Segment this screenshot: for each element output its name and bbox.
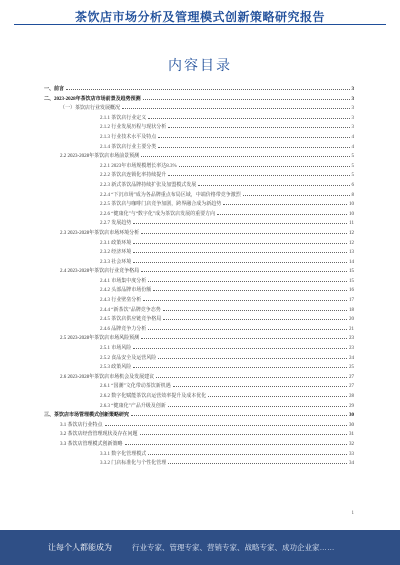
toc-entry[interactable]	[44, 267, 354, 277]
toc-entry-page: 4	[351, 134, 354, 140]
toc-entry-page: 11	[349, 221, 354, 227]
toc-entry-title: 2.2.6 “健康化”与“数字化”成为茶饮店发展的重要方向	[100, 211, 216, 217]
toc-entry-page: 4	[351, 144, 354, 150]
toc-leader-dots	[143, 296, 347, 301]
toc-entry-title: 2.5.1 市场风险	[100, 346, 132, 352]
toc-entry[interactable]	[44, 440, 354, 450]
toc-entry-page: 5	[351, 154, 354, 160]
toc-entry-title: 2.3.2 经济环境	[100, 250, 132, 256]
report-title: 茶饮店市场分析及管理模式创新策略研究报告	[74, 10, 325, 24]
toc-entry-title: 3.2 茶饮店经营管理现状及存在问题	[60, 432, 138, 438]
toc-entry[interactable]	[44, 296, 354, 306]
toc-leader-dots	[163, 315, 347, 320]
toc-leader-dots	[208, 392, 347, 397]
toc-leader-dots	[179, 162, 350, 167]
toc-entry-page: 33	[349, 451, 354, 457]
toc-leader-dots	[173, 382, 347, 387]
toc-leader-dots	[148, 325, 347, 330]
toc-entry[interactable]	[44, 306, 354, 316]
toc-entry-title: 2.1.4 茶饮店行业主要分类	[100, 144, 157, 150]
toc-leader-dots	[133, 219, 347, 224]
toc-entry-page: 6	[351, 182, 354, 188]
toc-entry[interactable]	[44, 171, 354, 181]
toc-entry[interactable]	[44, 162, 354, 172]
toc-leader-dots	[122, 104, 349, 109]
toc-leader-dots	[198, 181, 349, 186]
toc-entry-title: 2.6.3 “健康化”产品升级及创新	[100, 403, 166, 409]
toc-entry-title: 2.1.1 茶饮店行业定义	[100, 115, 147, 121]
toc-leader-dots	[133, 239, 347, 244]
toc-entry-title: 2.4 2023-2028年茶饮店行业竞争格局	[60, 269, 140, 275]
toc-entry-page: 12	[349, 240, 354, 246]
toc-leader-dots	[141, 334, 347, 339]
toc-entry-title: 2.3 2023-2028年茶饮店市场环境分析	[60, 230, 140, 236]
toc-entry-title: 2.4.3 行业壁垒分析	[100, 298, 142, 304]
page-number: 1	[351, 511, 354, 516]
toc-entry-page: 31	[349, 432, 354, 438]
toc-leader-dots	[143, 95, 350, 100]
toc-entry[interactable]	[44, 248, 354, 258]
toc-leader-dots	[168, 123, 349, 128]
toc-entry[interactable]	[44, 152, 354, 162]
toc-entry-title: 2.6.2 数字化赋能茶饮店运营效率提升及成本优化	[100, 394, 207, 399]
toc-entry[interactable]	[44, 450, 354, 460]
toc-entry-title: 3.3 茶饮店管理模式创新策略	[60, 441, 123, 447]
toc-entry-page: 18	[349, 307, 354, 313]
header-divider	[14, 24, 386, 25]
toc-entry-page: 3	[351, 125, 354, 131]
toc-entry-title: （一）茶饮店行业发展概况	[60, 106, 121, 112]
toc-entry-page: 29	[349, 403, 354, 409]
toc-entry-page: 3	[351, 115, 354, 121]
toc-entry-page: 13	[349, 250, 354, 256]
toc-entry-page: 17	[349, 298, 354, 304]
toc-entry-page: 27	[349, 374, 354, 380]
toc-entry[interactable]	[44, 143, 354, 153]
toc-entry[interactable]	[44, 95, 354, 105]
toc-entry-title: 3.3.2 门店标准化与个性化管理	[100, 461, 167, 467]
toc-entry-page: 32	[349, 441, 354, 447]
toc-entry-title: 二、2023-2028年茶饮店市场前景及趋势预测	[44, 96, 141, 102]
toc-entry[interactable]	[44, 277, 354, 287]
toc-leader-dots	[168, 402, 347, 407]
toc-leader-dots	[158, 133, 349, 138]
footer-roles: 行业专家、管理专家、营销专家、战略专家、成功企业家……	[132, 543, 335, 552]
toc-leader-dots	[158, 354, 347, 359]
toc-entry-page: 5	[351, 163, 354, 169]
toc-entry[interactable]	[44, 181, 354, 191]
footer-banner	[0, 530, 400, 565]
toc-heading: 内容目录	[168, 57, 232, 73]
toc-leader-dots	[66, 85, 349, 90]
toc-entry[interactable]	[44, 382, 354, 392]
toc-leader-dots	[148, 114, 349, 119]
toc-entry[interactable]	[44, 334, 354, 344]
toc-leader-dots	[163, 306, 347, 311]
toc-entry-title: 2.4.4 “新茶饮”品牌竞争态势	[100, 307, 161, 313]
toc-entry-title: 2.2.2 茶饮店连锁化率持续提升	[100, 173, 167, 179]
toc-leader-dots	[141, 229, 347, 234]
toc-entry[interactable]	[44, 421, 354, 431]
toc-entry[interactable]	[44, 392, 354, 402]
toc-leader-dots	[217, 210, 347, 215]
toc-entry[interactable]	[44, 133, 354, 143]
toc-entry[interactable]	[44, 354, 354, 364]
toc-entry-title: 2.4.2 头部品牌市场份额	[100, 288, 152, 294]
toc-entry-page: 16	[349, 288, 354, 294]
toc-entry[interactable]	[44, 114, 354, 124]
toc-entry[interactable]	[44, 229, 354, 239]
toc-entry-page: 34	[349, 461, 354, 467]
toc-entry-title: 2.6 2023-2028年茶饮店市场机会及发展建议	[60, 374, 155, 380]
toc-entry-page: 12	[349, 230, 354, 236]
toc-entry-page: 15	[349, 278, 354, 284]
toc-leader-dots	[141, 152, 349, 157]
toc-entry-title: 2.4.5 茶饮店供应链竞争格局	[100, 317, 162, 323]
toc-entry-page: 3	[351, 87, 354, 92]
toc-leader-dots	[133, 258, 347, 263]
toc-entry[interactable]	[44, 325, 354, 335]
toc-leader-dots	[156, 373, 347, 378]
toc-leader-dots	[105, 421, 347, 426]
toc-leader-dots	[243, 191, 350, 196]
toc-entry-title: 2.2.3 新式茶饮品牌持续扩张及加盟模式发展	[100, 182, 197, 188]
toc-entry-page: 20	[349, 317, 354, 323]
toc-entry-page: 21	[349, 326, 354, 332]
toc-entry-title: 2.3.1 政策环境	[100, 240, 132, 246]
toc-entry[interactable]	[44, 85, 354, 95]
toc-entry-page: 8	[351, 192, 354, 198]
toc-leader-dots	[223, 200, 347, 205]
toc-entry-title: 3.3.1 数字化管理模式	[100, 451, 147, 457]
toc-entry-title: 2.1.3 行业技术水平及特点	[100, 134, 157, 140]
toc-entry-title: 2.3.3 社会环境	[100, 259, 132, 265]
toc-entry-page: 30	[349, 413, 354, 419]
toc-entry-title: 2.2.4 “下沉市场”成为各品牌重点布局区域，中端价格带竞争激烈	[100, 192, 241, 198]
toc-entry-title: 2.2.1 2023年市场规模增长率达8.3%	[100, 163, 177, 169]
footer-slogan: 让每个人都能成为	[48, 543, 112, 552]
toc-entry-page: 14	[349, 259, 354, 265]
toc-entry[interactable]	[44, 200, 354, 210]
toc-leader-dots	[168, 459, 347, 464]
toc-entry-title: 2.4.6 品牌竞争力分析	[100, 326, 147, 332]
page-header	[0, 0, 400, 30]
toc-entry[interactable]	[44, 315, 354, 325]
toc-entry[interactable]	[44, 123, 354, 133]
toc-entry-title: 一、前言	[44, 87, 65, 92]
toc-entry-page: 23	[349, 336, 354, 342]
toc-entry-page: 5	[351, 173, 354, 179]
toc-entry-page: 10	[349, 211, 354, 217]
toc-leader-dots	[148, 450, 347, 455]
toc-entry[interactable]	[44, 191, 354, 201]
toc-entry[interactable]	[44, 430, 354, 440]
toc-entry[interactable]	[44, 258, 354, 268]
toc-entry[interactable]	[44, 373, 354, 383]
toc-entry-page: 10	[349, 202, 354, 208]
toc-leader-dots	[141, 267, 347, 272]
table-of-contents	[44, 85, 354, 469]
toc-entry-title: 2.5 2023-2028年茶饮店市场风险预测	[60, 336, 140, 342]
toc-leader-dots	[140, 430, 347, 435]
toc-leader-dots	[148, 277, 347, 282]
toc-entry-title: 2.6.1 “国潮”文化带动茶饮新机遇	[100, 384, 171, 390]
toc-entry-title: 2.5.3 政策风险	[100, 365, 132, 371]
toc-leader-dots	[125, 440, 347, 445]
toc-entry-page: 23	[349, 346, 354, 352]
toc-leader-dots	[168, 171, 349, 176]
toc-entry[interactable]	[44, 402, 354, 412]
toc-entry-page: 30	[349, 422, 354, 428]
toc-entry[interactable]	[44, 219, 354, 229]
toc-entry[interactable]	[44, 411, 354, 421]
toc-entry-title: 3.1 茶饮店行业特点	[60, 422, 103, 428]
toc-entry[interactable]	[44, 344, 354, 354]
toc-entry-page: 3	[351, 96, 354, 102]
toc-entry[interactable]	[44, 239, 354, 249]
toc-entry[interactable]	[44, 286, 354, 296]
toc-leader-dots	[133, 248, 347, 253]
toc-entry-title: 2.2 2023-2028年茶饮店市场前景预测	[60, 154, 140, 160]
toc-entry[interactable]	[44, 210, 354, 220]
toc-entry[interactable]	[44, 459, 354, 469]
toc-entry[interactable]	[44, 104, 354, 114]
toc-entry-page: 28	[349, 394, 354, 399]
toc-entry-title: 三、茶饮店市场管理模式创新策略研究	[44, 413, 130, 419]
toc-leader-dots	[153, 286, 347, 291]
toc-leader-dots	[133, 344, 347, 349]
toc-entry-page: 24	[349, 355, 354, 361]
toc-leader-dots	[133, 363, 347, 368]
toc-entry-page: 27	[349, 384, 354, 390]
toc-entry[interactable]	[44, 363, 354, 373]
toc-leader-dots	[158, 143, 349, 148]
toc-entry-title: 2.5.2 食品安全及运营风险	[100, 355, 157, 361]
toc-entry-page: 15	[349, 269, 354, 275]
toc-entry-page: 3	[351, 106, 354, 112]
toc-leader-dots	[131, 411, 347, 416]
toc-entry-title: 2.2.5 茶饮店与咖啡门店竞争加剧，跨界融合成为新趋势	[100, 202, 222, 208]
toc-entry-title: 2.2.7 发展趋势	[100, 221, 132, 227]
toc-entry-title: 2.4.1 市场集中度分析	[100, 278, 147, 284]
toc-entry-page: 25	[349, 365, 354, 371]
toc-entry-title: 2.1.2 行业发展历程与现状分析	[100, 125, 167, 131]
